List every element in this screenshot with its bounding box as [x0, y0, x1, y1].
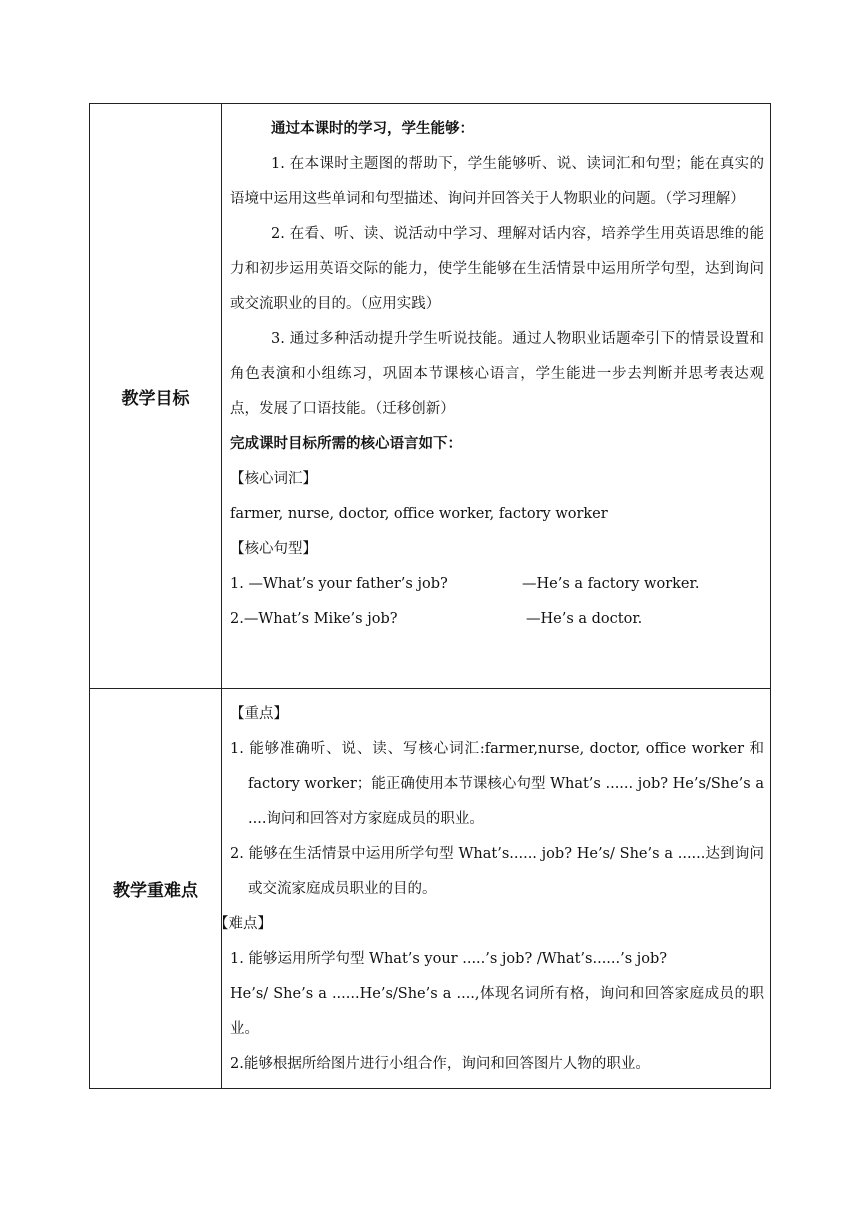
- row-key-difficult-points: [90, 689, 771, 1089]
- key-points-heading: 【重点】: [230, 706, 288, 722]
- core-language-heading: 完成课时目标所需的核心语言如下：: [230, 436, 462, 452]
- sentence-2: [230, 602, 764, 637]
- vocab-list: farmer, nurse, doctor, office worker, factory worker: [230, 506, 608, 522]
- difficult-point-1: 1. 能够运用所学句型 What’s your .....’s job? /What’s......’s job?: [230, 951, 668, 967]
- sentence-2-question: 2.—What’s Mike’s job?: [230, 611, 398, 627]
- content-teaching-goals: [222, 104, 771, 689]
- lesson-plan-table: [89, 103, 771, 1089]
- key-point-2: 2. 能够在生活情景中运用所学句型 What’s...... job? He’s/ She’s a ......达到询问或交流家庭成员职业的目的。: [230, 846, 764, 897]
- sentence-2-answer: —He’s a doctor.: [526, 611, 643, 627]
- sentence-1-question: 1. —What’s your father’s job?: [230, 576, 448, 592]
- content-key-difficult-points: [214, 689, 771, 1089]
- goal-1: 1. 在本课时主题图的帮助下，学生能够听、说、读词汇和句型；能在真实的语境中运用这些单词和句型描述、询问并回答关于人物职业的问题。（学习理解）: [230, 156, 764, 207]
- vocab-heading: 【核心词汇】: [230, 471, 317, 487]
- row-teaching-goals: [90, 104, 771, 689]
- label-key-difficult-points: 教学重难点: [90, 689, 222, 1089]
- difficult-point-2: 2.能够根据所给图片进行小组合作，询问和回答图片人物的职业。: [230, 1056, 650, 1072]
- goals-intro: 通过本课时的学习，学生能够：: [271, 121, 474, 137]
- sentence-heading: 【核心句型】: [230, 541, 317, 557]
- label-teaching-goals: 教学目标: [90, 104, 222, 689]
- sentence-1: [230, 567, 764, 602]
- goal-2: 2. 在看、听、读、说活动中学习、理解对话内容，培养学生用英语思维的能力和初步运用英语交际的能力，使学生能够在生活情景中运用所学句型，达到询问或交流职业的目的。（应用实践）: [230, 226, 764, 312]
- difficult-points-heading: 【难点】: [214, 916, 272, 932]
- sentence-1-answer: —He’s a factory worker.: [522, 576, 700, 592]
- goal-3: 3. 通过多种活动提升学生听说技能。通过人物职业话题牵引下的情景设置和角色表演和小组练习，巩固本节课核心语言，学生能进一步去判断并思考表达观点，发展了口语技能。（迁移创新）: [230, 331, 764, 417]
- difficult-point-1-cont: He’s/ She’s a ......He’s/She’s a ....,体现名词所有格，询问和回答家庭成员的职业。: [230, 986, 764, 1037]
- key-point-1: 1. 能够准确听、说、读、写核心词汇:farmer,nurse, doctor, office worker 和 factory worker；能正确使用本节课核心句型 What’s ...... job? He’s/She’s a ....询问和回答对方家庭成员的职业。: [230, 741, 764, 827]
